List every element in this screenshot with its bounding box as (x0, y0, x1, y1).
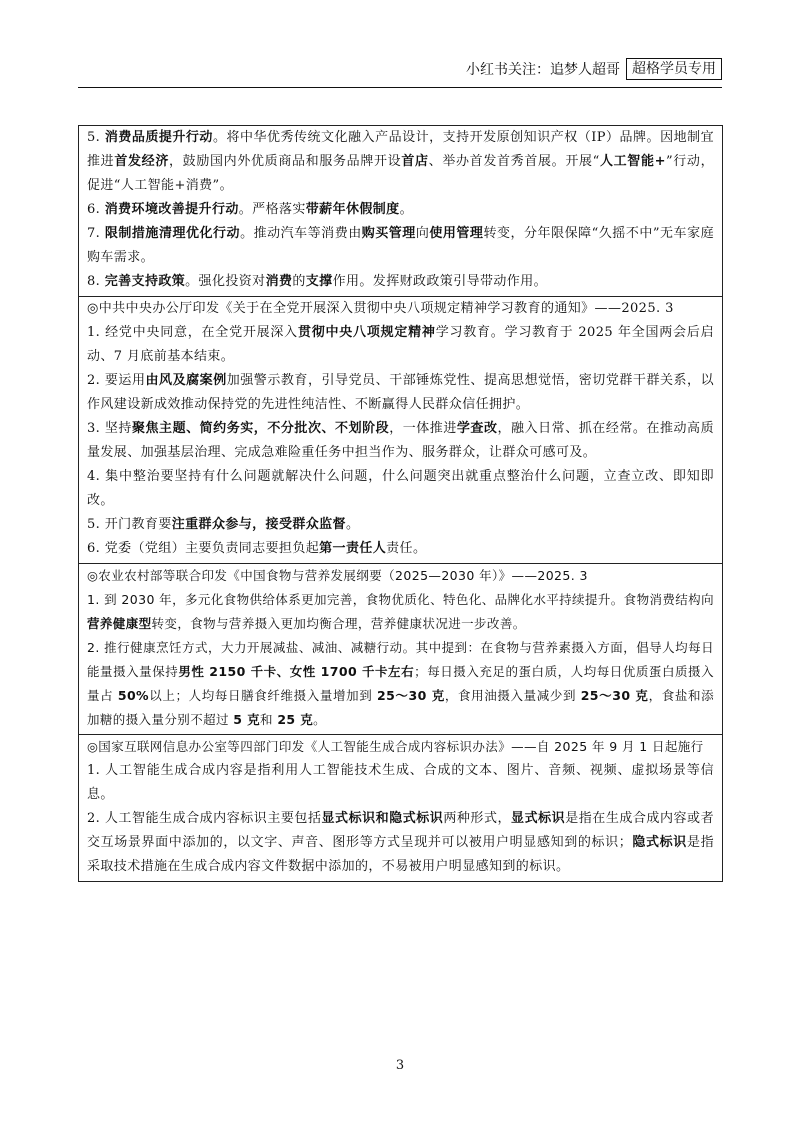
section-title: ◎中共中央办公厅印发《关于在全党开展深入贯彻中央八项规定精神学习教育的通知》——2025. 3 (87, 301, 674, 316)
body-text: 5. 开门教育要 (87, 517, 172, 532)
emphasis-text: 首店 (401, 154, 429, 169)
section-item (87, 321, 714, 369)
body-text: ，食盐和添加糖的摄入量分别不超过 (87, 688, 714, 727)
body-text: 6. (87, 202, 105, 217)
body-text: ”行动，促进“人工智能+消费”。 (87, 154, 714, 193)
section-item (87, 126, 714, 198)
emphasis-text: 隐式标识 (632, 835, 687, 850)
section-item (87, 222, 714, 270)
emphasis-text: 消费 (265, 274, 293, 289)
body-text: 、举办首发首秀首展。开展“ (428, 154, 600, 169)
emphasis-text: 贯彻中央八项规定精神 (297, 325, 436, 340)
body-text: 2. 人工智能生成合成内容标识主要包括 (87, 811, 322, 826)
body-text: ，融入日常、抓在经常。在推动高质量发展、加强基层治理、完成急难险重任务中担当作为、服务群众，让群众可感可及。 (87, 421, 714, 460)
badge: 超格学员专用 (626, 58, 722, 80)
body-text: 。 (399, 202, 413, 217)
emphasis-text: 支撑 (305, 274, 333, 289)
body-text: 。强化投资对 (185, 274, 266, 289)
emphasis-text: 完善支持政策 (104, 274, 186, 289)
section-item (87, 513, 714, 537)
header-rule (78, 87, 722, 88)
emphasis-text: 首发经济 (114, 154, 170, 169)
body-text: 8. (87, 274, 105, 289)
emphasis-text: 显式标识 (511, 811, 566, 826)
follow-text: 小红书关注：追梦人超哥 (466, 62, 620, 78)
section-item (87, 537, 714, 561)
emphasis-text: 第一责任人 (319, 541, 387, 556)
body-text: 2. 要运用 (87, 373, 146, 388)
body-text: ，鼓励国内外优质商品和服务品牌开设 (169, 154, 402, 169)
body-text: 转变，食物与营养摄入更加均衡合理，营养健康状况进一步改善。 (151, 616, 526, 631)
body-text: 加强警示教育，引导党员、干部锤炼党性、提高思想觉悟，密切党群干群关系，以作风建设新成效推动保持党的先进性纯洁性、不断赢得人民群众信任拥护。 (87, 373, 714, 412)
body-text: 责任。 (386, 541, 427, 556)
emphasis-text: 25～30 克 (580, 688, 649, 703)
body-text: 2. 推行健康烹饪方式，大力开展减盐、减油、减糖行动。其中提到：在食物与营养素摄入方面，倡导人均每日能量摄入量保持 (87, 640, 714, 679)
content-table (78, 125, 723, 882)
section-item (87, 369, 714, 417)
body-text: 5. (87, 130, 105, 145)
emphasis-text: 50% (117, 688, 149, 703)
body-text: 作用。发挥财政政策引导带动作用。 (332, 274, 547, 289)
emphasis-text: 营养健康型 (87, 616, 152, 631)
emphasis-text: 限制措施清理优化行动 (104, 226, 241, 241)
policy-section (79, 126, 722, 297)
body-text: 3. 坚持 (87, 421, 132, 436)
body-text: 7. (87, 226, 105, 241)
body-text: 转变，分年限保障“久摇不中”无车家庭购车需求。 (87, 226, 714, 265)
body-text: 的 (292, 274, 306, 289)
body-text: 。 (345, 517, 360, 532)
body-text: 4. 集中整治要坚持有什么问题就解决什么问题，什么问题突出就重点整治什么问题，立查立改、即知即改。 (87, 469, 714, 508)
emphasis-text: 带薪年休假制度 (305, 202, 400, 217)
body-text: 1. 经党中央同意，在全党开展深入 (87, 325, 298, 340)
page-header (466, 58, 722, 80)
policy-section (79, 564, 722, 735)
body-text: 。将中华优秀传统文化融入产品设计，支持开发原创知识产权（IP）品牌。因地制宜推进 (87, 130, 714, 169)
section-item (87, 270, 714, 294)
body-text: 学习教育。学习教育于 2025 年全国两会后启动、7 月底前基本结束。 (87, 325, 714, 364)
emphasis-text: 学查改 (456, 421, 498, 436)
section-item (87, 198, 714, 222)
body-text: 1. 到 2030 年，多元化食物供给体系更加完善，食物优质化、特色化、品牌化水平持续提升。食物消费结构向 (87, 592, 714, 607)
emphasis-text: 消费品质提升行动 (104, 130, 213, 145)
body-text: 。推动汽车等消费由 (240, 226, 362, 241)
emphasis-text: 购买管理 (361, 226, 416, 241)
body-text: ，食用油摄入量减少到 (444, 688, 581, 703)
section-item (87, 807, 714, 879)
body-text: 。 (313, 712, 327, 727)
policy-section (79, 297, 722, 564)
body-text: 和 (260, 712, 278, 727)
section-title: ◎农业农村部等联合印发《中国食物与营养发展纲要（2025—2030 年）》——2025. 3 (87, 568, 588, 583)
emphasis-text: 25 克 (277, 712, 314, 727)
section-item (87, 417, 714, 465)
body-text: 。严格落实 (238, 202, 306, 217)
section-title: ◎国家互联网信息办公室等四部门印发《人工智能生成合成内容标识办法》——自 2025 年 9 月 1 日起施行 (87, 739, 704, 754)
emphasis-text: 聚焦主题、简约务实，不分批次、不划阶段 (131, 421, 390, 436)
emphasis-text: 消费环境改善提升行动 (104, 202, 239, 217)
emphasis-text: 由风及腐案例 (145, 373, 227, 388)
body-text: ，一体推进 (389, 421, 457, 436)
section-item (87, 465, 714, 513)
body-text: 以上；人均每日膳食纤维摄入量增加到 (148, 688, 377, 703)
page-number: 3 (395, 1058, 405, 1073)
emphasis-text: 5 克 (233, 712, 261, 727)
emphasis-text: 注重群众参与，接受群众监督 (171, 517, 346, 532)
emphasis-text: 25～30 克 (376, 688, 445, 703)
emphasis-text: 显式标识和隐式标识 (321, 811, 444, 826)
body-text: ；每日摄入充足的蛋白质，人均每日优质蛋白质摄入量占 (87, 664, 714, 703)
policy-section (79, 735, 722, 882)
emphasis-text: 使用管理 (429, 226, 484, 241)
body-text: 6. 党委（党组）主要负责同志要担负起 (87, 541, 320, 556)
section-item (87, 636, 714, 732)
body-text: 是指在生成合成内容或者交互场景界面中添加的，以文字、声音、图形等方式呈现并可以被用户明显感知到的标识； (87, 811, 714, 850)
emphasis-text: 男性 2150 千卡、女性 1700 千卡左右 (178, 664, 415, 679)
section-item (87, 588, 714, 636)
body-text: 1. 人工智能生成合成内容是指利用人工智能技术生成、合成的文本、图片、音频、视频、虚拟场景等信息。 (87, 763, 714, 802)
body-text: 两种形式， (443, 811, 512, 826)
emphasis-text: 人工智能+ (599, 154, 666, 169)
section-item (87, 759, 714, 807)
body-text: 是指采取技术措施在生成合成内容文件数据中添加的，不易被用户明显感知到的标识。 (87, 835, 714, 874)
body-text: 向 (415, 226, 430, 241)
